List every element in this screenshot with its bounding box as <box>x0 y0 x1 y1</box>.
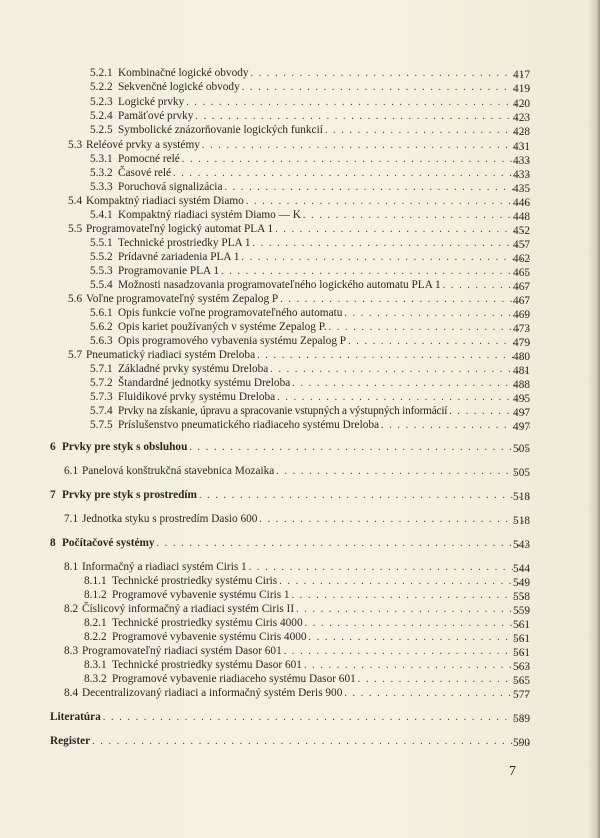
toc-entry[interactable] <box>68 348 530 362</box>
toc-number: 8.4 <box>64 687 79 699</box>
toc-number: 5.3.2 <box>90 167 113 179</box>
toc-entry[interactable] <box>90 404 530 418</box>
toc-chapter-entry[interactable] <box>50 440 530 454</box>
toc-entry[interactable] <box>90 123 530 137</box>
toc-number: 5.2.4 <box>90 110 113 122</box>
toc-page: 448 <box>513 211 530 223</box>
toc-entry[interactable] <box>90 250 530 264</box>
toc-title: Štandardné jednotky systému Dreloba <box>118 377 291 389</box>
toc-entry[interactable] <box>90 278 530 292</box>
toc-entry[interactable] <box>84 672 530 686</box>
page-number: 7 <box>509 764 516 779</box>
toc-page: 561 <box>513 647 530 659</box>
toc-literature-entry[interactable] <box>50 710 530 724</box>
toc-title: Technické prostriedky PLA 1 <box>118 237 251 249</box>
toc-title: Príslušenstvo pneumatického riadiaceho systému Dreloba <box>118 419 380 431</box>
toc-title: Časové relé <box>118 167 172 179</box>
toc-entry[interactable] <box>90 306 530 320</box>
toc-number: 5.5.1 <box>90 237 113 249</box>
toc-number: 5.7.2 <box>90 377 113 389</box>
toc-title: Prvky na získanie, úpravu a spracovanie vstupných a výstupných informácií <box>118 405 448 417</box>
toc-leader <box>309 631 530 645</box>
toc-title: Symbolické znázorňovanie logických funkcií <box>118 124 323 136</box>
toc-page: 549 <box>513 577 530 589</box>
toc-title: Prvky pre styk s prostredím <box>62 489 197 501</box>
toc-entry[interactable] <box>64 686 530 700</box>
toc-entry[interactable] <box>90 334 530 348</box>
toc-title: Číslicový informačný a riadiaci systém Ciris II <box>82 603 295 615</box>
toc-number: 5.2.1 <box>90 67 113 79</box>
toc-title: Programové vybavenie systému Ciris 4000 <box>112 631 307 643</box>
toc-chapter-entry[interactable] <box>50 488 530 502</box>
toc-title: Technické prostriedky systému Ciris <box>112 575 278 587</box>
toc-leader <box>103 711 530 725</box>
toc-page: 497 <box>513 407 530 419</box>
toc-entry[interactable] <box>90 418 530 432</box>
toc-entry[interactable] <box>90 320 530 334</box>
toc-leader <box>221 265 530 279</box>
toc-number: 5.7.1 <box>90 363 113 375</box>
toc-title: Literatúra <box>50 711 101 723</box>
toc-entry[interactable] <box>64 512 530 526</box>
toc-title: Možnosti nasadzovania programovateľného logického automatu PLA 1 <box>118 279 441 291</box>
toc-entry[interactable] <box>90 109 530 123</box>
toc-title: Informačný a riadiaci systém Ciris 1 <box>82 561 247 573</box>
toc-leader <box>257 349 530 363</box>
toc-number: 5.6.2 <box>90 321 113 333</box>
toc-entry[interactable] <box>90 180 530 194</box>
toc-entry[interactable] <box>64 644 530 658</box>
toc-entry[interactable] <box>68 138 530 152</box>
toc-entry[interactable] <box>90 390 530 404</box>
toc-page: 481 <box>513 365 530 377</box>
toc-number: 5.5.4 <box>90 279 113 291</box>
toc-entry[interactable] <box>90 208 530 222</box>
toc-page: 465 <box>513 267 530 279</box>
toc-page: 446 <box>513 197 530 209</box>
toc-number: 5.7.4 <box>90 405 113 417</box>
toc-title: Kombinačné logické obvody <box>118 67 249 79</box>
toc-leader <box>275 223 530 237</box>
toc-title: Register <box>50 735 91 747</box>
toc-leader <box>279 575 530 589</box>
toc-title: Fluidikové prvky systému Dreloba <box>118 391 276 403</box>
toc-page: 543 <box>513 539 530 551</box>
toc-entry[interactable] <box>90 80 530 94</box>
toc-leader <box>242 81 530 95</box>
toc-entry[interactable] <box>68 292 530 306</box>
toc-leader <box>202 139 530 153</box>
toc-entry[interactable] <box>90 264 530 278</box>
toc-number: 5.4.1 <box>90 209 113 221</box>
toc-title: Logické prvky <box>118 96 185 108</box>
toc-leader <box>292 377 530 391</box>
toc-number: 8.1 <box>64 561 79 573</box>
toc-entry[interactable] <box>90 66 530 80</box>
toc-leader <box>224 181 530 195</box>
toc-page: 544 <box>513 563 530 575</box>
toc-leader <box>277 391 530 405</box>
toc-page: 417 <box>513 69 530 81</box>
toc-page: 480 <box>513 351 530 363</box>
toc-page: 495 <box>513 393 530 405</box>
toc-title: Pomocné relé <box>118 153 180 165</box>
toc-entry[interactable] <box>68 194 530 208</box>
toc-number: 5.2.3 <box>90 96 113 108</box>
toc-entry[interactable] <box>64 560 530 574</box>
toc-leader <box>173 167 530 181</box>
toc-title: Pneumatický riadiaci systém Dreloba <box>86 349 256 361</box>
toc-leader <box>241 251 530 265</box>
toc-page: 505 <box>513 443 530 455</box>
toc-leader <box>280 293 530 307</box>
toc-leader <box>259 513 530 527</box>
toc-entry[interactable] <box>90 362 530 376</box>
toc-number: 8.1.1 <box>84 575 107 587</box>
toc-leader <box>189 441 530 455</box>
toc-title: Opis funkcie voľne programovateľného automatu <box>118 307 343 319</box>
toc-page: 420 <box>513 98 530 110</box>
toc-title: Programové vybavenie systému Ciris 1 <box>112 589 290 601</box>
toc-page: 473 <box>513 323 530 335</box>
toc-page: 518 <box>513 515 530 527</box>
toc-number: 5.5.2 <box>90 251 113 263</box>
toc-leader <box>157 537 530 551</box>
toc-number: 6 <box>50 441 56 453</box>
toc-leader <box>270 363 530 377</box>
toc-entry[interactable] <box>90 95 530 109</box>
toc-leader <box>251 67 530 81</box>
toc-title: Opis programového vybavenia systému Zepalog P <box>118 335 347 347</box>
toc-page: 462 <box>513 253 530 265</box>
toc-title: Počítačové systémy <box>62 537 155 549</box>
page-edge-shadow <box>588 0 600 838</box>
toc-page: 577 <box>513 689 530 701</box>
toc-page: 561 <box>513 633 530 645</box>
toc-page: 457 <box>513 239 530 251</box>
toc-number: 5.2.5 <box>90 124 113 136</box>
toc-title: Voľne programovateľný systém Zepalog P <box>86 293 279 305</box>
toc-number: 6.1 <box>64 465 79 477</box>
toc-leader <box>249 561 530 575</box>
toc-title: Pamäťové prvky <box>118 110 194 122</box>
toc-page: 467 <box>513 281 530 293</box>
toc-title: Programovanie PLA 1 <box>118 265 220 277</box>
toc-number: 8 <box>50 537 56 549</box>
toc-leader <box>92 735 530 749</box>
toc-page: 431 <box>513 141 530 153</box>
toc-chapter-entry[interactable] <box>50 536 530 550</box>
toc-number: 5.5 <box>68 223 83 235</box>
toc-leader <box>276 465 530 479</box>
toc-number: 8.2 <box>64 603 79 615</box>
toc-number: 5.4 <box>68 195 83 207</box>
toc-title: Kompaktný riadiaci systém Diamo — K <box>118 209 301 221</box>
toc-page: 558 <box>513 591 530 603</box>
toc-leader <box>303 209 530 223</box>
toc-title: Programovateľný logický automat PLA 1 <box>86 223 274 235</box>
toc-page: 467 <box>513 295 530 307</box>
toc-leader <box>199 489 530 503</box>
toc-number: 5.6 <box>68 293 83 305</box>
toc-title: Programovateľný riadiaci systém Dasor 601 <box>82 645 282 657</box>
toc-page: 452 <box>513 225 530 237</box>
toc-leader <box>186 96 530 110</box>
toc-title: Základné prvky systému Dreloba <box>118 363 269 375</box>
toc-leader <box>305 617 530 631</box>
toc-entry[interactable] <box>90 236 530 250</box>
toc-leader <box>304 659 530 673</box>
toc-page: 428 <box>513 126 530 138</box>
toc-page: 563 <box>513 661 530 673</box>
toc-title: Poruchová signalizácia <box>118 181 223 193</box>
toc-page: 488 <box>513 379 530 391</box>
toc-page: 497 <box>513 421 530 433</box>
toc-leader <box>246 195 530 209</box>
toc-title: Programové vybavenie riadiaceho systému Dasor 601 <box>112 673 356 685</box>
toc-number: 5.2.2 <box>90 81 113 93</box>
toc-number: 5.3.1 <box>90 153 113 165</box>
toc-entry[interactable] <box>84 588 530 602</box>
toc-number: 5.6.3 <box>90 335 113 347</box>
toc-number: 5.3.3 <box>90 181 113 193</box>
toc-page: 479 <box>513 337 530 349</box>
toc-entry[interactable] <box>84 630 530 644</box>
toc-page: 469 <box>513 309 530 321</box>
toc-number: 5.7 <box>68 349 83 361</box>
toc-number: 8.3.1 <box>84 659 107 671</box>
toc-entry[interactable] <box>64 602 530 616</box>
toc-number: 5.5.3 <box>90 265 113 277</box>
toc-leader <box>182 153 530 167</box>
toc-page: 419 <box>513 83 530 95</box>
toc-page: 590 <box>513 737 530 749</box>
toc-entry[interactable] <box>68 222 530 236</box>
toc-title: Kompaktný riadiaci systém Diamo <box>86 195 244 207</box>
toc-number: 5.7.3 <box>90 391 113 403</box>
toc-page: 559 <box>513 605 530 617</box>
toc-number: 5.3 <box>68 139 83 151</box>
toc-title: Reléové prvky a systémy <box>86 139 200 151</box>
toc-title: Prídavné zariadenia PLA 1 <box>118 251 240 263</box>
toc-entry[interactable] <box>90 166 530 180</box>
toc-entry[interactable] <box>64 464 530 478</box>
toc-number: 8.3 <box>64 645 79 657</box>
toc-page: 505 <box>513 467 530 479</box>
toc-number: 8.2.1 <box>84 617 107 629</box>
toc-title: Technické prostriedky systému Ciris 4000 <box>112 617 303 629</box>
toc-leader <box>195 110 530 124</box>
toc-entry[interactable] <box>84 658 530 672</box>
toc-entry[interactable] <box>84 574 530 588</box>
toc-title: Technické prostriedky systému Dasor 601 <box>112 659 302 671</box>
toc-title: Panelová konštrukčná stavebnica Mozaika <box>82 465 275 477</box>
toc-register-entry[interactable] <box>50 734 530 748</box>
toc-number: 5.7.5 <box>90 419 113 431</box>
toc-title: Jednotka styku s prostredím Dasio 600 <box>82 513 258 525</box>
toc-number: 7 <box>50 489 56 501</box>
toc-leader <box>253 237 530 251</box>
toc-number: 8.1.2 <box>84 589 107 601</box>
toc-page: 518 <box>513 491 530 503</box>
toc-page: 435 <box>513 183 530 195</box>
toc-entry[interactable] <box>90 152 530 166</box>
toc-number: 8.2.2 <box>84 631 107 643</box>
toc-page: 423 <box>513 112 530 124</box>
toc-number: 8.3.2 <box>84 673 107 685</box>
toc-leader <box>284 645 530 659</box>
toc-page: 433 <box>513 169 530 181</box>
toc-leader <box>292 589 530 603</box>
toc-page: 589 <box>513 713 530 725</box>
toc-title: Prvky pre styk s obsluhou <box>62 441 188 453</box>
toc-page: 561 <box>513 619 530 631</box>
toc-title: Decentralizovaný riadiaci a informačný systém Deris 900 <box>82 687 343 699</box>
toc-title: Opis kariet používaných v systéme Zepalog P. <box>118 321 327 333</box>
toc-page: 565 <box>513 675 530 687</box>
toc-number: 7.1 <box>64 513 79 525</box>
toc-entry[interactable] <box>90 376 530 390</box>
toc-number: 5.6.1 <box>90 307 113 319</box>
toc-title: Sekvenčné logické obvody <box>118 81 240 93</box>
toc-leader <box>296 603 530 617</box>
toc-entry[interactable] <box>84 616 530 630</box>
toc-page: 433 <box>513 155 530 167</box>
